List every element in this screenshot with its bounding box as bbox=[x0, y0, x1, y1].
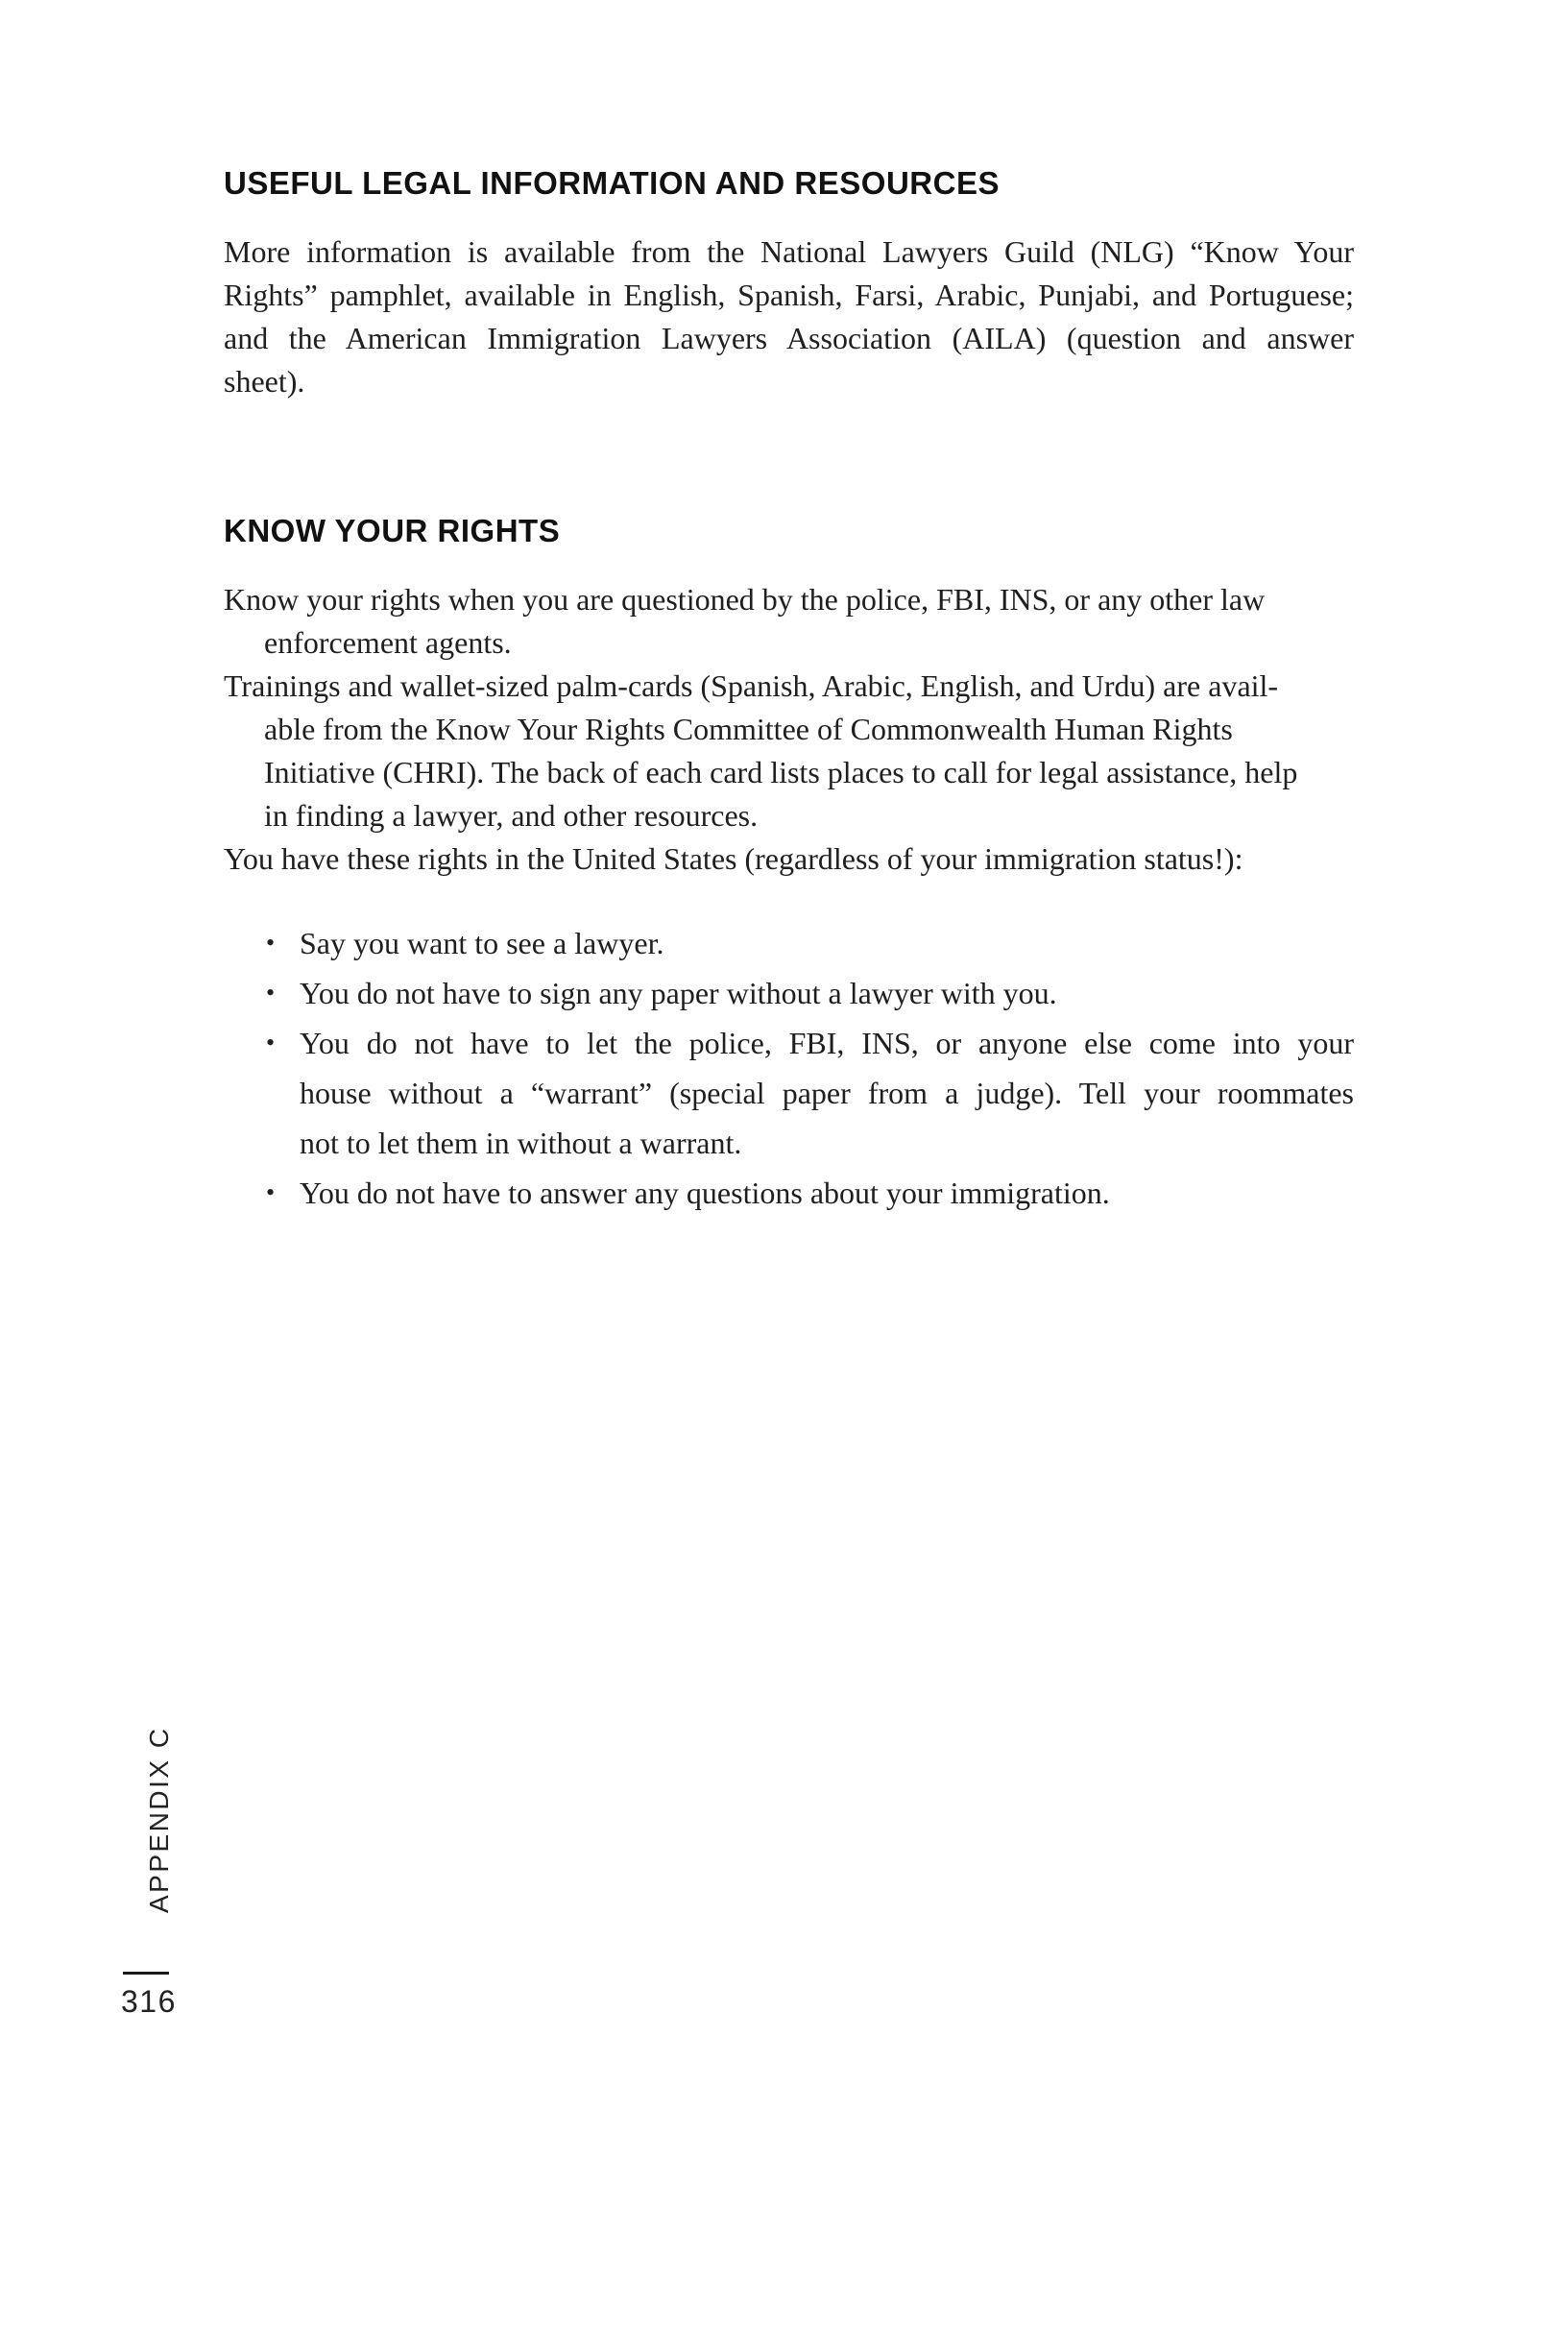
text-line: in finding a lawyer, and other resources. bbox=[264, 798, 759, 833]
text-line: enforcement agents. bbox=[264, 625, 512, 660]
text-line: You have these rights in the United States (regardless of your immigration status!): bbox=[224, 841, 1243, 876]
page-number: 316 bbox=[121, 1984, 177, 2019]
list-item bbox=[224, 1168, 1354, 1218]
text-line: Say you want to see a lawyer. bbox=[300, 926, 664, 960]
rights-paragraph bbox=[224, 578, 1354, 881]
text-line: sheet). bbox=[224, 364, 305, 399]
text-line: Trainings and wallet-sized palm-cards (Spanish, Arabic, English, and Urdu) are avail- bbox=[224, 668, 1279, 703]
text-line: and the American Immigration Lawyers Association (AILA) (question and answer bbox=[224, 321, 1354, 355]
text-line: able from the Know Your Rights Committee of Commonwealth Human Rights bbox=[264, 712, 1233, 746]
list-item-continuation bbox=[224, 1068, 1354, 1118]
appendix-sidebar-label: APPENDIX C bbox=[144, 1726, 174, 1913]
list-item-continuation bbox=[224, 1118, 1354, 1168]
section-heading-know-your-rights: KNOW YOUR RIGHTS bbox=[224, 513, 561, 548]
text-line: You do not have to let the police, FBI, INS, or anyone else come into your bbox=[300, 1026, 1354, 1060]
bullet-marker: • bbox=[266, 1178, 276, 1206]
text-line: More information is available from the National Lawyers Guild (NLG) “Know Your bbox=[224, 234, 1354, 269]
text-line: Rights” pamphlet, available in English, Spanish, Farsi, Arabic, Punjabi, and Portuguese; bbox=[224, 278, 1354, 312]
bullet-marker: • bbox=[266, 1029, 276, 1056]
resources-paragraph bbox=[224, 230, 1354, 403]
section-heading-resources: USEFUL LEGAL INFORMATION AND RESOURCES bbox=[224, 165, 1000, 201]
rights-bullet-list bbox=[224, 918, 1354, 1218]
text-line: Know your rights when you are questioned by the police, FBI, INS, or any other law bbox=[224, 582, 1266, 617]
list-item bbox=[224, 1018, 1354, 1068]
text-line: not to let them in without a warrant. bbox=[300, 1126, 742, 1160]
text-line: house without a “warrant” (special paper from a judge). Tell your roommates bbox=[300, 1076, 1354, 1110]
list-item bbox=[224, 918, 1354, 968]
bullet-marker: • bbox=[266, 929, 276, 957]
list-item bbox=[224, 968, 1354, 1018]
folio-rule bbox=[123, 1972, 169, 1975]
text-line: Initiative (CHRI). The back of each card lists places to call for legal assistance, help bbox=[264, 755, 1298, 789]
bullet-marker: • bbox=[266, 979, 276, 1006]
text-line: You do not have to sign any paper without a lawyer with you. bbox=[300, 976, 1057, 1010]
text-line: You do not have to answer any questions about your immigration. bbox=[300, 1176, 1110, 1210]
